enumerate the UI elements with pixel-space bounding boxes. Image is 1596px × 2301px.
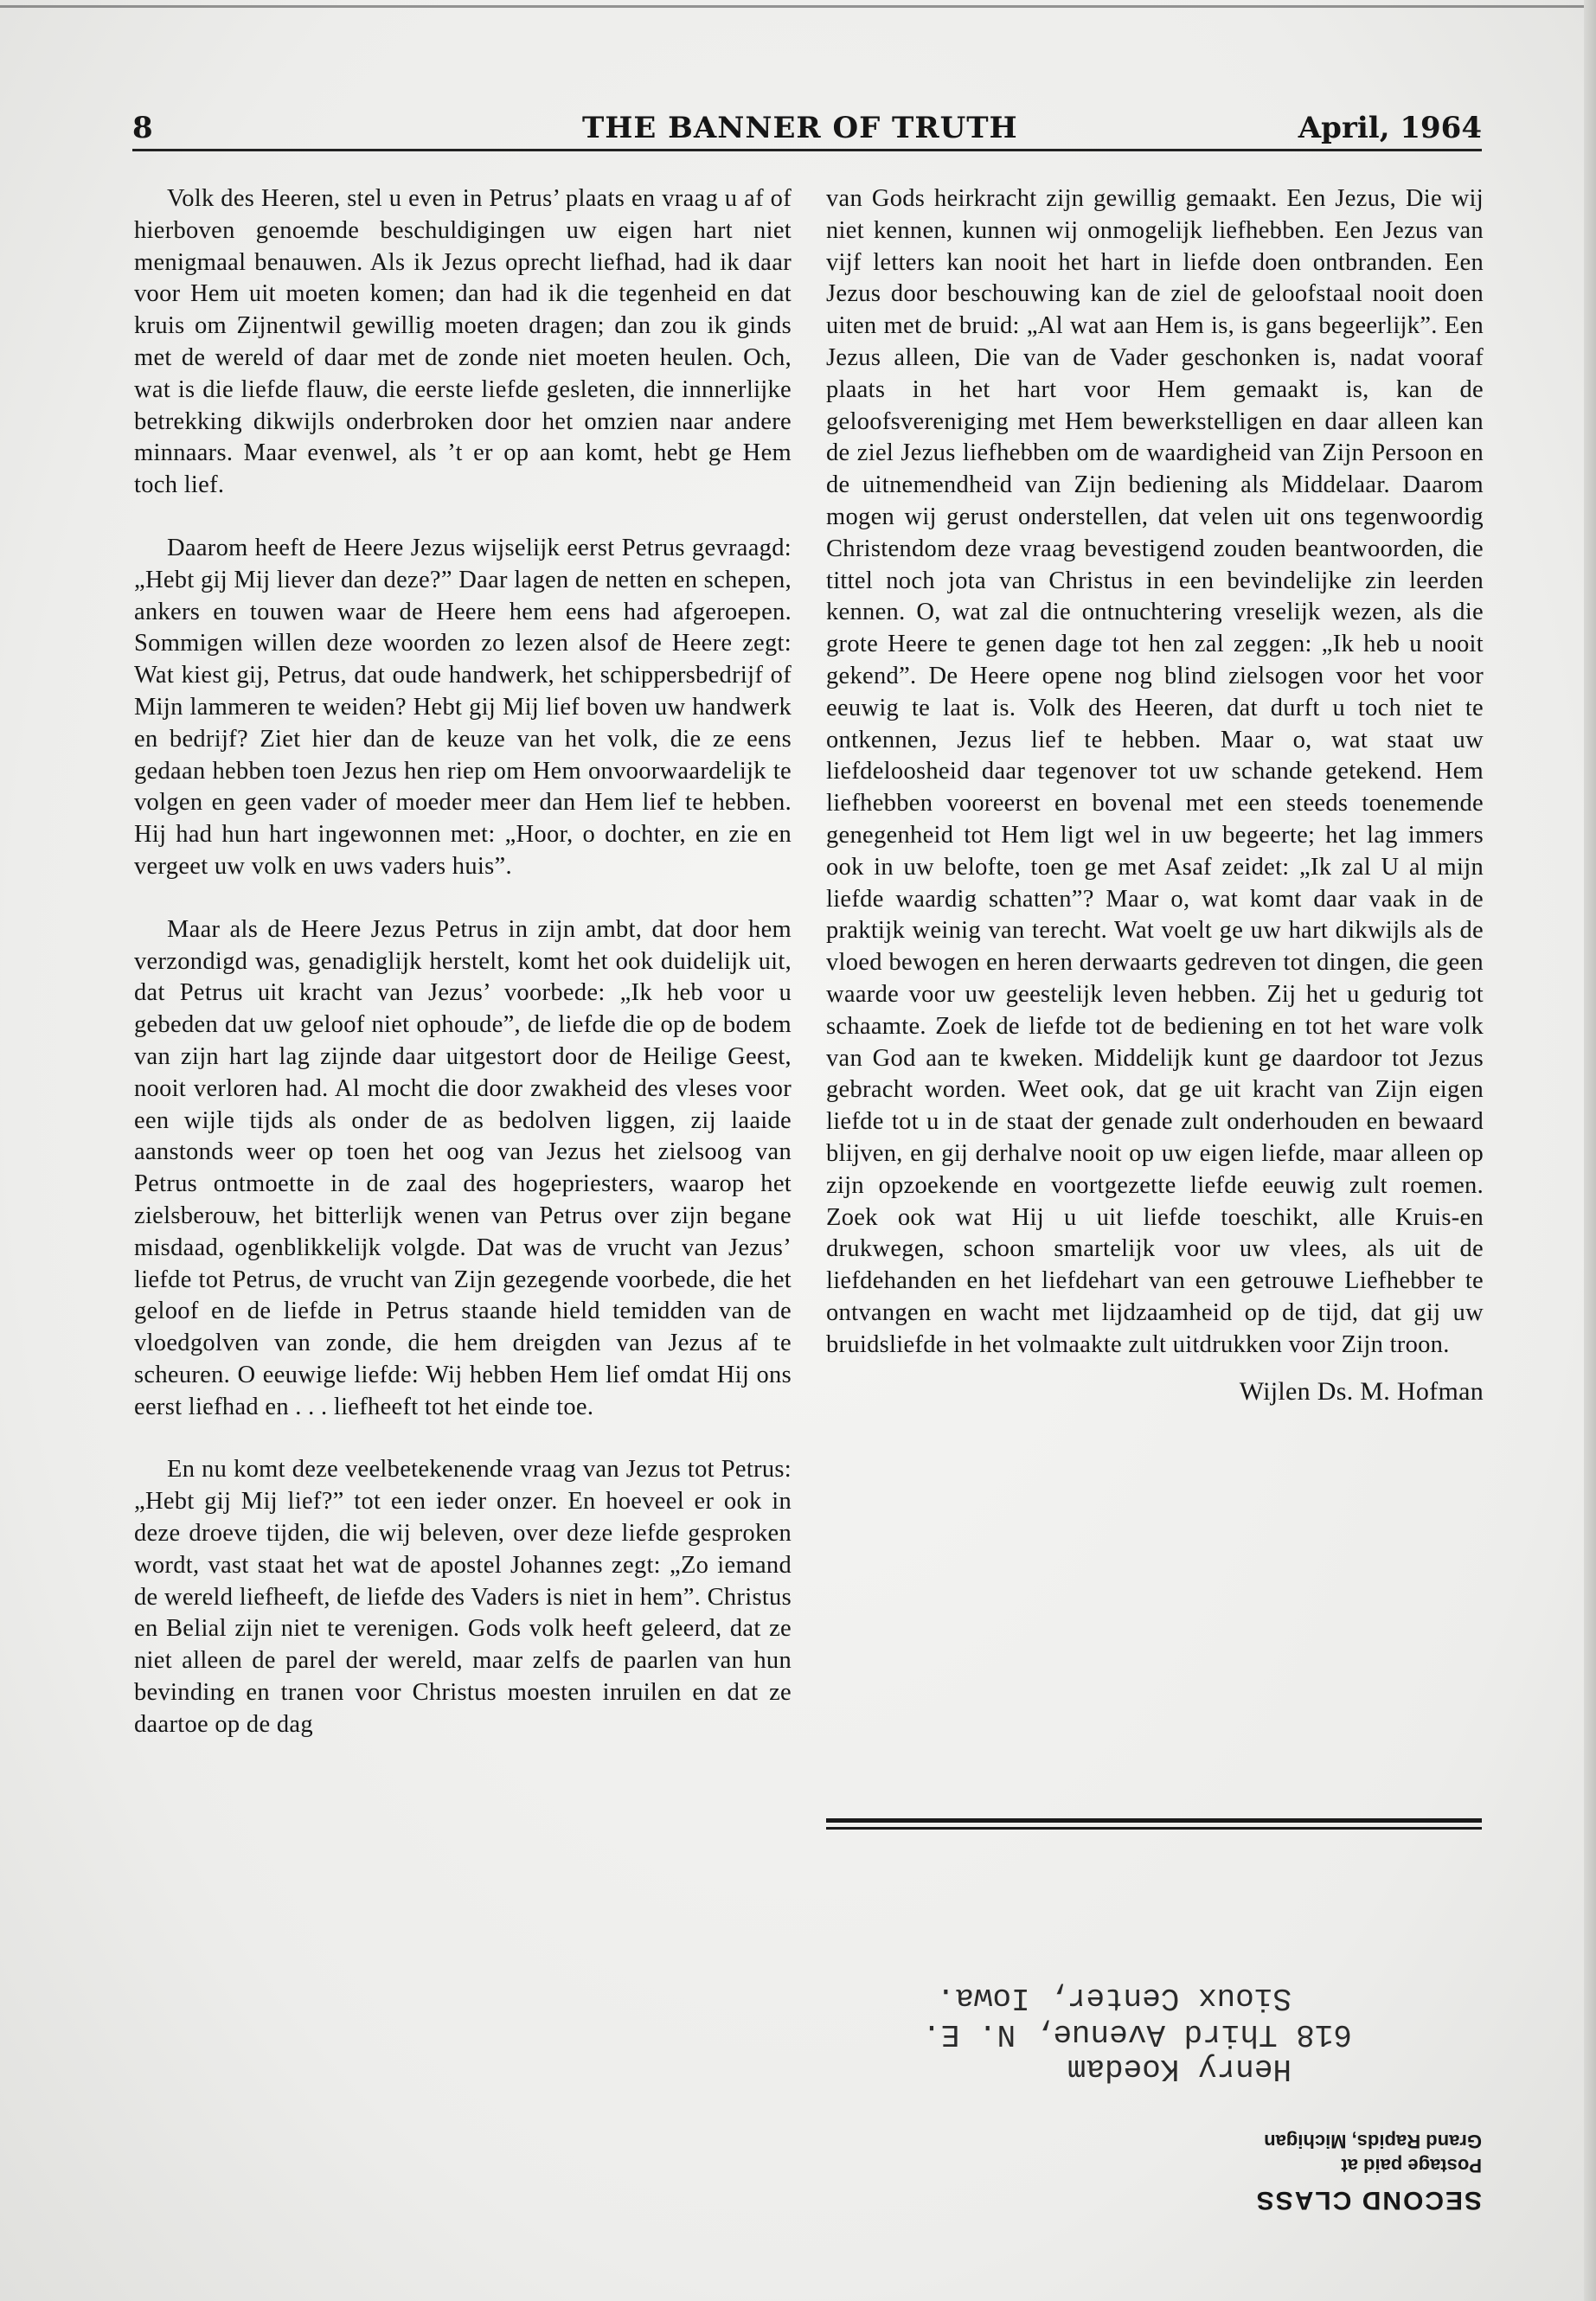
address-street: 618 Third Avenue, N. E. [922,2016,1352,2052]
header-rule [132,149,1482,151]
page-top-edge [0,5,1596,8]
address-name: Henry Koedam [1067,2051,1292,2086]
page-right-edge [1584,0,1596,2301]
page-number: 8 [132,111,153,145]
rule-thick [826,1818,1482,1823]
issue-date: April, 1964 [1298,111,1482,145]
postage-location: Grand Rapids, Michigan [1264,2131,1482,2152]
rule-thin [826,1827,1482,1830]
left-column [134,183,792,1772]
author-signature: Wijlen Ds. M. Hofman [1239,1377,1484,1407]
address-city: Sioux Center, Iowa. [936,1980,1292,2016]
postage-line: Postage paid at [1341,2155,1482,2176]
paragraph: Volk des Heeren, stel u even in Petrus’ plaats en vraag u af of hierboven genoemde beschuldigingen uw eigen hart niet menigmaal benauwen. Als ik Jezus oprecht liefhad, had ik daar voor Hem uit moeten komen; dan had ik die tegenheid en dat kruis om Zijnentwil gewillig moeten dragen; dan zou ik ginds met de wereld of daar met de zonde niet moeten heulen. Och, wat is die liefde flauw, die eerste liefde gesleten, die innnerlijke betrekking dikwijls onderbroken door het omzien naar andere minnaars. Maar evenwel, als ’t er op aan komt, hebt ge Hem toch lief. [134,185,792,499]
paragraph: Maar als de Heere Jezus Petrus in zijn ambt, dat door hem verzondigd was, genadiglijk herstelt, komt het ook duidelijk uit, dat Petrus uit kracht van Jezus’ voorbede: „Ik heb voor u gebeden dat uw geloof niet ophoude”, de liefde die op de bodem van zijn hart lag zijnde daar uitgestort door de Heilige Geest, nooit verloren had. Al mocht die door zwakheid des vleses voor een wijle tijds als onder de as bedolven liggen, zij laaide aanstonds weer op toen het oog van Jezus het zielsoog van Petrus ontmoette in de zaal des hogepriesters, waarop het zielsberouw, het bitterlijk wenen van Petrus over zijn begane misdaad, ogenblikkelijk volgde. Dat was de vrucht van Jezus’ liefde tot Petrus, de vrucht van Zijn gezegende voorbede, die het geloof en de liefde in Petrus staande hield temidden van de vloedgolven van zonde, die hem dreigden van Jezus af te scheuren. O eeuwige liefde: Wij hebben Hem lief omdat Hij ons eerst liefhad en . . . liefheeft tot het einde toe. [134,915,792,1420]
paragraph: van Gods heirkracht zijn gewillig gemaakt. Een Jezus, Die wij niet kennen, kunnen wij onmogelijk liefhebben. Een Jezus van vijf letters kan nooit het hart in liefde doen ontbranden. Een Jezus door beschouwing kan de ziel de geloofstaal nooit doen uiten met de bruid: „Al wat aan Hem is, is gans begeerlijk”. Een Jezus alleen, Die van de Vader geschonken is, nadat vooraf plaats in het hart voor Hem gemaakt is, kan de geloofsvereniging met Hem bewerkstelligen en daar alleen kan de ziel Jezus liefhebben om de waardigheid van Zijn Persoon en de uitnemendheid van Zijn bediening als Middelaar. Daarom mogen wij gerust onderstellen, dat velen uit ons tegenwoordig Christendom deze vraag bevestigend zouden beantwoorden, die tittel noch jota van Christus in een bevindelijke zin leerden kennen. O, wat zal die ontnuchtering vreselijk wezen, als die grote Heere te genen dage tot hen zal zeggen: „Ik heb u nooit gekend”. De Heere opene nog blind zielsogen voor het voor eeuwig te laat is. Volk des Heeren, dat durft u toch niet te ontkennen, Jezus lief te hebben. Maar o, wat staat uw liefdeloosheid daar tegenover tot uw schande getekend. Hem liefhebben vooreerst en bovenal met een steeds toenemende genegenheid tot Hem ligt wel in uw begeerte; het lag immers ook in uw belofte, toen ge met Asaf zeidet: „Ik zal U al mijn liefde waardig schatten”? Maar o, wat komt daar vaak in de praktijk weinig van terecht. Wat voelt ge uw hart dikwijls als de vloed bewogen en heren derwaarts gedreven tot dingen, die geen waarde voor uw geestelijk leven hebben. Zij het u gedurig tot schaamte. Zoek de liefde tot de bediening en tot het ware volk van God aan te kweken. Middelijk kunt ge daardoor tot Jezus gebracht worden. Weet ook, dat ge uit kracht van Zijn eigen liefde tot u in de staat der genade zult onderhouden en bewaard blijven, en gij derhalve nooit op uw eigen liefde, maar alleen op zijn opzoekende en voortgezette liefde eeuwig zult roemen. Zoek ook wat Hij u uit liefde toeschikt, alle Kruis-en drukwegen, schoon smartelijk voor uw vlees, als uit de liefdehanden en het liefdehart van een getrouwe Liefhebber te ontvangen en wacht met lijdzaamheid op de tijd, dat gij uw bruidsliefde in het volmaakte zult uitdrukken voor Zijn troon. [826,185,1484,1358]
paragraph: Daarom heeft de Heere Jezus wijselijk eerst Petrus gevraagd: „Hebt gij Mij liever dan deze?” Daar lagen de netten en schepen, ankers en touwen waar de Heere hem eens had afgeroepen. Sommigen willen deze woorden zo lezen alsof de Heere zegt: Wat kiest gij, Petrus, dat oude handwerk, het schippersbedrijf of Mijn lammeren te weiden? Hebt gij Mij lief boven uw handwerk en bedrijf? Ziet hier dan de keuze van het volk, die ze eens gedaan hebben toen Jezus hen riep om Hem onvoorwaardelijk te volgen en geen vader of moeder meer dan Hem lief te hebben. Hij had hun hart ingewonnen met: „Hoor, o dochter, en zie en vergeet uw volk en uws vaders huis”. [134,534,792,880]
mailing-label [826,1851,1482,2232]
paragraph: En nu komt deze veelbetekenende vraag van Jezus tot Petrus: „Hebt gij Mij lief?” tot een ieder onzer. En hoeveel er ook in deze droeve tijden, die wij beleven, over deze liefde gesproken wordt, vast staat het wat de apostel Johannes zegt: „Zo iemand de wereld liefheeft, de liefde des Vaders is niet in hem”. Christus en Belial zijn niet te verenigen. Gods volk heeft geleerd, dat ze niet alleen de parel der wereld, maar zelfs de paarlen van hun bevinding en tranen voor Christus moesten inruilen en dat ze daartoe op de dag [134,1456,792,1738]
right-column [826,183,1484,1408]
double-rule [826,1818,1482,1830]
page-header [132,111,1482,151]
publication-title: THE BANNER OF TRUTH [582,111,1018,145]
second-class-stamp: SECOND CLASS [1254,2186,1482,2214]
